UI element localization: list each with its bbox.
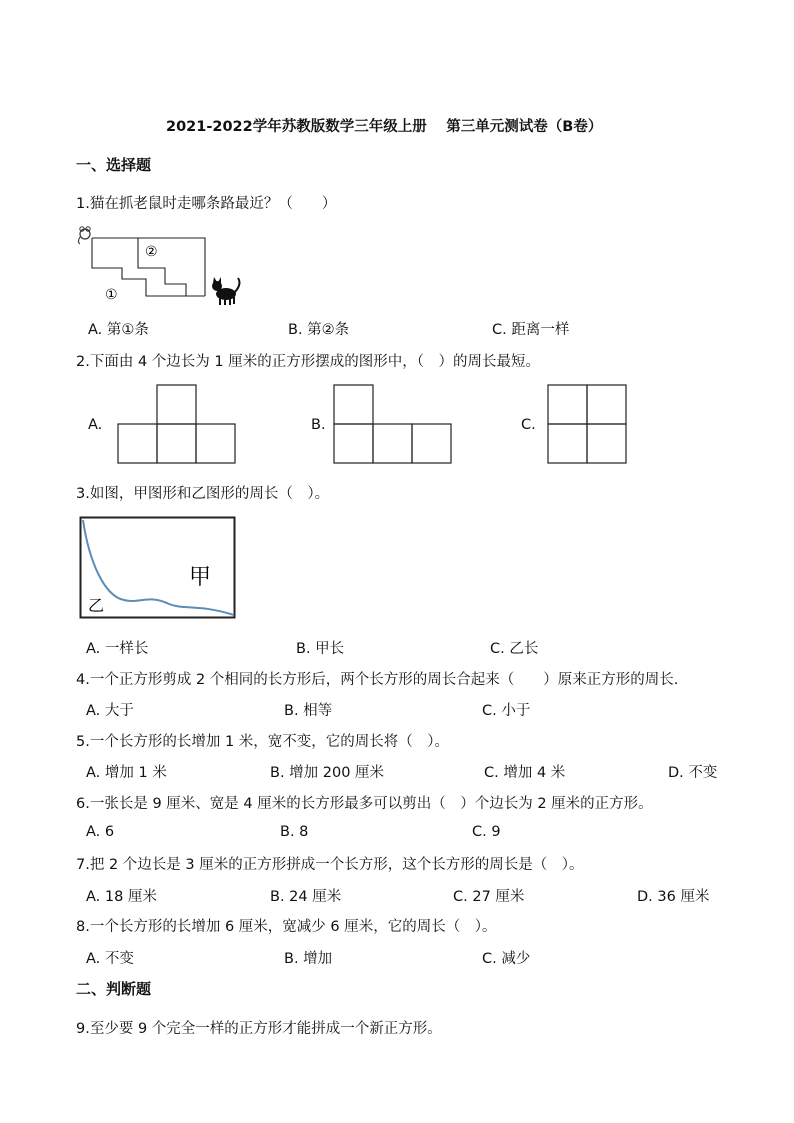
question-3-text: 3.如图，甲图形和乙图形的周长（ ）。 bbox=[76, 486, 330, 502]
q6-option-a[interactable]: A. 6 bbox=[86, 824, 115, 840]
cat-icon bbox=[212, 277, 239, 305]
q8-option-b[interactable]: B. 增加 bbox=[284, 951, 333, 967]
q4-option-a[interactable]: A. 大于 bbox=[86, 703, 134, 719]
route-1-label: ① bbox=[105, 287, 118, 303]
question-1-text: 1.猫在抓老鼠时走哪条路最近？（ ） bbox=[76, 196, 337, 212]
q7-option-b[interactable]: B. 24 厘米 bbox=[270, 889, 342, 905]
q3-option-c[interactable]: C. 乙长 bbox=[490, 641, 539, 657]
q5-option-c[interactable]: C. 增加 4 米 bbox=[484, 765, 566, 781]
question-6-text: 6.一张长是 9 厘米、宽是 4 厘米的长方形最多可以剪出（ ）个边长为 2 厘米的正方形。 bbox=[76, 796, 653, 812]
q2-label-a[interactable]: A. bbox=[88, 417, 103, 433]
q1-option-b[interactable]: B. 第②条 bbox=[288, 322, 350, 338]
mouse-icon bbox=[79, 227, 91, 244]
question-2-text: 2.下面由 4 个边长为 1 厘米的正方形摆成的图形中，（ ）的周长最短。 bbox=[76, 354, 540, 370]
q4-option-c[interactable]: C. 小于 bbox=[482, 703, 531, 719]
q5-option-a[interactable]: A. 增加 1 米 bbox=[86, 765, 167, 781]
q6-option-b[interactable]: B. 8 bbox=[280, 824, 309, 840]
q7-option-a[interactable]: A. 18 厘米 bbox=[86, 889, 157, 905]
q3-option-b[interactable]: B. 甲长 bbox=[296, 641, 345, 657]
section-heading-choice: 一、选择题 bbox=[76, 156, 152, 174]
question-5-text: 5.一个长方形的长增加 1 米，宽不变，它的周长将（ ）。 bbox=[76, 734, 450, 750]
region-yi-label: 乙 bbox=[88, 596, 105, 615]
question-9-text: 9.至少要 9 个完全一样的正方形才能拼成一个新正方形。 bbox=[76, 1021, 442, 1037]
q6-option-c[interactable]: C. 9 bbox=[472, 824, 501, 840]
q2-figure-c bbox=[547, 384, 629, 464]
q2-label-c[interactable]: C. bbox=[521, 417, 536, 433]
q3-figure bbox=[79, 516, 237, 620]
q7-option-d[interactable]: D. 36 厘米 bbox=[637, 889, 710, 905]
cat-mouse-route-figure bbox=[74, 222, 244, 310]
q5-option-d[interactable]: D. 不变 bbox=[668, 765, 718, 781]
question-4-text: 4.一个正方形剪成 2 个相同的长方形后，两个长方形的周长合起来（ ）原来正方形的周长. bbox=[76, 672, 679, 688]
question-8-text: 8.一个长方形的长增加 6 厘米，宽减少 6 厘米，它的周长（ ）。 bbox=[76, 919, 497, 935]
question-7-text: 7.把 2 个边长是 3 厘米的正方形拼成一个长方形，这个长方形的周长是（ ）。 bbox=[76, 857, 584, 873]
q4-option-b[interactable]: B. 相等 bbox=[284, 703, 333, 719]
route-2-label: ② bbox=[145, 244, 158, 260]
q8-option-a[interactable]: A. 不变 bbox=[86, 951, 134, 967]
region-jia-label: 甲 bbox=[189, 565, 212, 590]
q2-label-b[interactable]: B. bbox=[311, 417, 326, 433]
q7-option-c[interactable]: C. 27 厘米 bbox=[453, 889, 525, 905]
q5-option-b[interactable]: B. 增加 200 厘米 bbox=[270, 765, 385, 781]
q1-option-a[interactable]: A. 第①条 bbox=[88, 322, 149, 338]
page-title: 2021-2022学年苏教版数学三年级上册 第三单元测试卷（B卷） bbox=[166, 119, 603, 135]
q1-option-c[interactable]: C. 距离一样 bbox=[492, 322, 570, 338]
q8-option-c[interactable]: C. 减少 bbox=[482, 951, 531, 967]
q2-figure-b bbox=[333, 384, 453, 464]
section-heading-judgement: 二、判断题 bbox=[76, 980, 152, 998]
q2-figure-a bbox=[117, 384, 237, 464]
q3-option-a[interactable]: A. 一样长 bbox=[86, 641, 149, 657]
